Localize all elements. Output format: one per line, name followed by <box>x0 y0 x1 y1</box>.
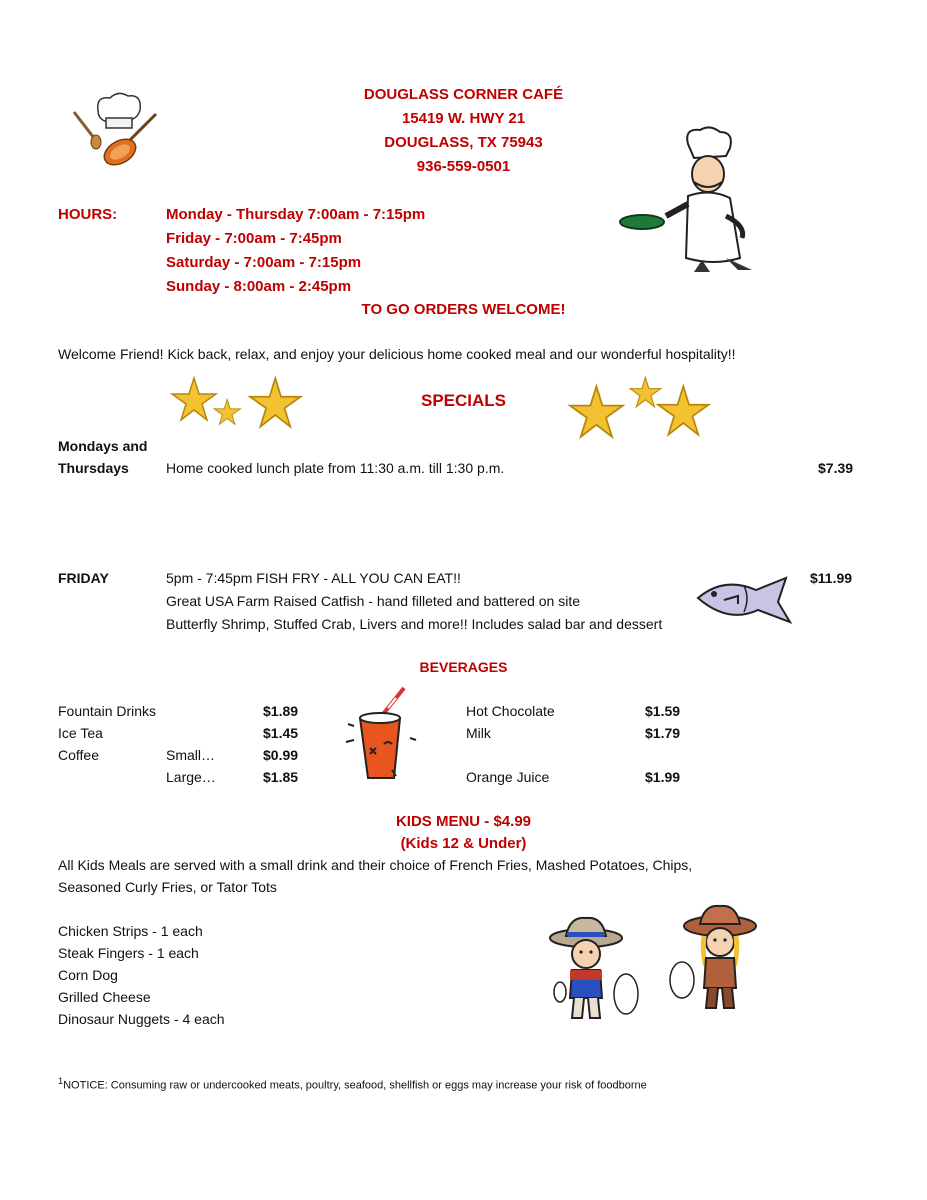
chef-hat-pan-icon <box>68 88 163 173</box>
beverage-price: $1.89 <box>263 703 299 719</box>
cowgirl-kid-icon <box>668 904 764 1016</box>
cafe-phone: 936-559-0501 <box>416 158 511 175</box>
beverage-price: $1.59 <box>645 703 681 719</box>
special-day: FRIDAY <box>58 570 109 586</box>
to-go-notice: TO GO ORDERS WELCOME! <box>361 301 566 318</box>
chef-cook-icon <box>618 126 768 274</box>
special-price: $7.39 <box>818 460 854 476</box>
beverage-price: $1.45 <box>263 725 299 741</box>
special-description: Great USA Farm Raised Catfish - hand filleted and battered on site <box>166 593 580 609</box>
cafe-city: DOUGLASS, TX 75943 <box>384 134 543 151</box>
beverage-name: Orange Juice <box>466 769 550 785</box>
kids-menu-description: All Kids Meals are served with a small drink and their choice of French Fries, Mashed Potatoes, Chips, <box>58 857 693 873</box>
beverage-name: Ice Tea <box>58 725 103 741</box>
kids-menu-subtitle: (Kids 12 & Under) <box>400 835 527 852</box>
kids-menu-title: KIDS MENU - $4.99 <box>395 813 532 830</box>
kids-menu-item: Steak Fingers - 1 each <box>58 945 199 961</box>
special-description: 5pm - 7:45pm FISH FRY - ALL YOU CAN EAT!! <box>166 570 461 586</box>
special-price: $11.99 <box>810 570 853 586</box>
beverage-size: Large… <box>166 769 216 785</box>
special-day: Mondays and <box>58 438 148 454</box>
star-icon <box>570 376 715 436</box>
specials-title: SPECIALS <box>420 391 507 410</box>
special-description: Butterfly Shrimp, Stuffed Crab, Livers and more!! Includes salad bar and dessert <box>166 616 663 632</box>
welcome-text: Welcome Friend! Kick back, relax, and enjoy your delicious home cooked meal and our wonderful hospitality!! <box>58 346 736 362</box>
drink-cup-icon <box>344 684 420 784</box>
kids-menu-item: Chicken Strips - 1 each <box>58 923 203 939</box>
beverage-name: Hot Chocolate <box>466 703 555 719</box>
hours-line: Saturday - 7:00am - 7:15pm <box>166 254 362 271</box>
beverage-price: $1.79 <box>645 725 681 741</box>
kids-menu-item: Grilled Cheese <box>58 989 151 1005</box>
kids-menu-description: Seasoned Curly Fries, or Tator Tots <box>58 879 277 895</box>
beverage-name: Fountain Drinks <box>58 703 157 719</box>
beverage-name: Milk <box>466 725 491 741</box>
beverages-title: BEVERAGES <box>419 659 508 675</box>
hours-line: Monday - Thursday 7:00am - 7:15pm <box>166 206 426 223</box>
kids-menu-item: Corn Dog <box>58 967 118 983</box>
footnote-text: NOTICE: Consuming raw or undercooked meats, poultry, seafood, shellfish or eggs may increase your risk of foodborne <box>63 1079 647 1092</box>
special-description: Home cooked lunch plate from 11:30 a.m. till 1:30 p.m. <box>166 460 505 476</box>
beverage-price: $1.85 <box>263 769 299 785</box>
beverage-price: $0.99 <box>263 747 299 763</box>
beverage-size: Small… <box>166 747 216 763</box>
hours-label: HOURS: <box>58 206 118 223</box>
fish-icon <box>694 572 794 628</box>
cafe-name: DOUGLASS CORNER CAFÉ <box>363 86 564 103</box>
kids-menu-item: Dinosaur Nuggets - 4 each <box>58 1011 225 1027</box>
hours-line: Sunday - 8:00am - 2:45pm <box>166 278 352 295</box>
footnote-notice <box>58 1076 647 1092</box>
cowboy-kid-icon <box>546 914 642 1026</box>
special-day: Thursdays <box>58 460 129 476</box>
beverage-name: Coffee <box>58 747 99 763</box>
footnote-marker: 1 <box>58 1076 64 1086</box>
cafe-address: 15419 W. HWY 21 <box>401 110 526 127</box>
hours-line: Friday - 7:00am - 7:45pm <box>166 230 342 247</box>
beverage-price: $1.99 <box>645 769 681 785</box>
